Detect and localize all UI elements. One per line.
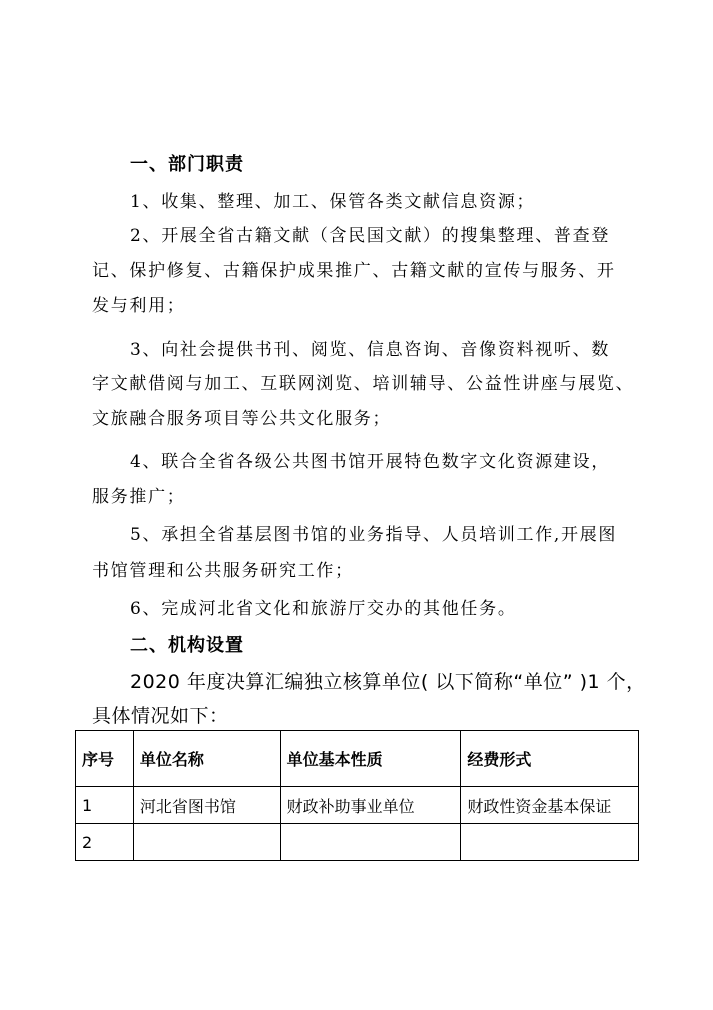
cell-funding-form — [461, 824, 639, 861]
duty-item-5-line-2: 书馆管理和公共服务研究工作； — [92, 561, 354, 581]
cell-unit-name: 河北省图书馆 — [133, 787, 280, 824]
duty-item-5-line-1: 5、承担全省基层图书馆的业务指导、人员培训工作,开展图 — [130, 525, 618, 545]
section-heading-organization: 二、机构设置 — [130, 635, 244, 656]
duty-item-3-line-3: 文旅融合服务项目等公共文化服务； — [92, 409, 392, 429]
table-header-row — [76, 731, 639, 787]
cell-unit-nature — [280, 824, 461, 861]
cell-index: 2 — [76, 824, 134, 861]
header-unit-nature: 单位基本性质 — [280, 731, 461, 787]
duty-item-3-line-1: 3、向社会提供书刊、阅览、信息咨询、音像资料视听、数 — [130, 340, 611, 360]
duty-item-2-line-1: 2、开展全省古籍文献（含民国文献）的搜集整理、普查登 — [130, 226, 611, 246]
section-heading-duties: 一、部门职责 — [130, 154, 244, 175]
duty-item-1-line-1: 1、收集、整理、加工、保管各类文献信息资源； — [130, 192, 536, 212]
cell-index: 1 — [76, 787, 134, 824]
intro-line-2: 具体情况如下： — [92, 705, 229, 727]
header-funding-form: 经费形式 — [461, 731, 639, 787]
cell-unit-nature: 财政补助事业单位 — [280, 787, 461, 824]
unit-table — [75, 730, 639, 861]
duty-item-3-line-2: 字文献借阅与加工、互联网浏览、培训辅导、公益性讲座与展览、 — [92, 374, 635, 394]
duty-item-2-line-2: 记、保护修复、古籍保护成果推广、古籍文献的宣传与服务、开 — [92, 261, 616, 281]
header-unit-name: 单位名称 — [133, 731, 280, 787]
table-row — [76, 787, 639, 824]
table-row — [76, 824, 639, 861]
header-index: 序号 — [76, 731, 134, 787]
duty-item-4-line-2: 服务推广； — [92, 487, 186, 507]
duty-item-2-line-3: 发与利用； — [92, 296, 186, 316]
duty-item-4-line-1: 4、联合全省各级公共图书馆开展特色数字文化资源建设， — [130, 452, 611, 472]
intro-line-1: 2020 年度决算汇编独立核算单位( 以下简称“单位” )1 个， — [130, 671, 646, 693]
duty-item-6-line-1: 6、完成河北省文化和旅游厅交办的其他任务。 — [130, 599, 517, 619]
cell-funding-form: 财政性资金基本保证 — [461, 787, 639, 824]
cell-unit-name — [133, 824, 280, 861]
